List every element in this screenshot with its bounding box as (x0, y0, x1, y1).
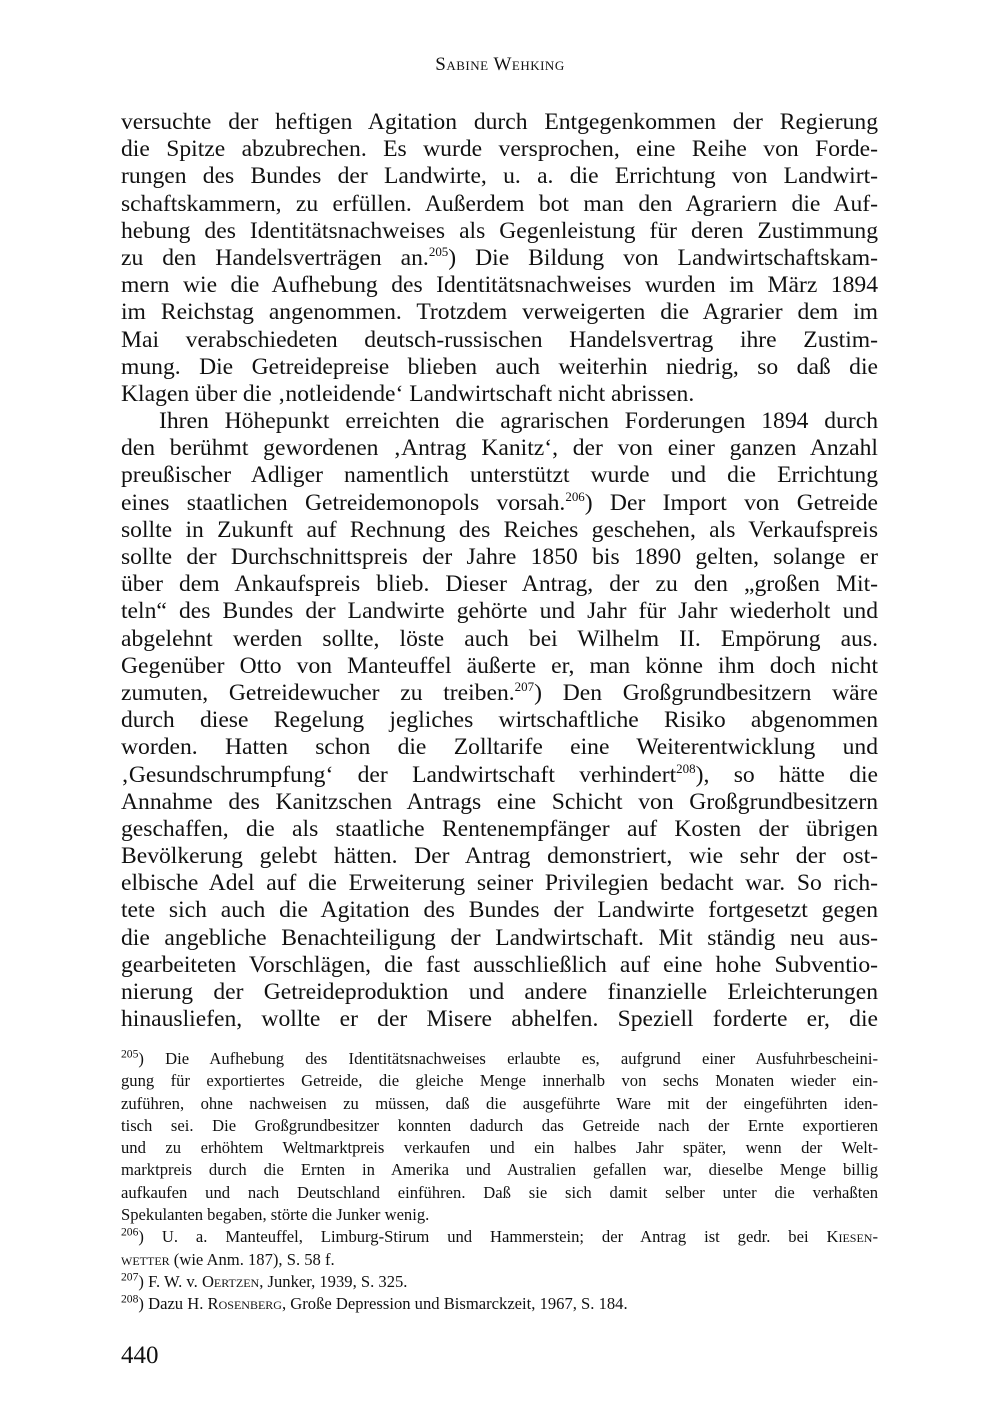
text-line: Klagen über die ‚notleidende‘ Landwirtschaft nicht abrissen. (121, 380, 695, 407)
text-line: durch diese Regelung jegliches wirtschaftliche Risiko abgenommen (121, 707, 878, 734)
text-line: geschaffen, die als staatliche Rentenempfänger auf Kosten der übrigen (121, 815, 878, 842)
text-line: preußischer Adliger namentlich unterstützt wurde und die Errichtung (121, 462, 878, 489)
author-name: Oertzen (201, 1271, 260, 1291)
text-line: abgelehnt werden sollte, löste auch bei Wilhelm II. Empörung aus. (121, 625, 878, 652)
text-line: Bevölkerung gelebt hätten. Der Antrag demonstriert, wie sehr der ost- (121, 843, 878, 870)
text-line: elbische Adel auf die Erweiterung seiner Privilegien bedacht war. So rich- (121, 870, 878, 897)
text-line: tete sich auch die Agitation des Bundes der Landwirte fortgesetzt gegen (121, 897, 878, 924)
footnote-number: 206 (121, 1225, 139, 1239)
text-line: den berühmt gewordenen ‚Antrag Kanitz‘, der von einer ganzen Anzahl (121, 435, 878, 462)
text-line: zumuten, Getreidewucher zu treiben.$^{207}$) Den Großgrundbesitzern wäre (121, 679, 878, 706)
text-line: die angebliche Benachteiligung der Landwirtschaft. Mit ständig neu aus- (121, 924, 878, 951)
footnote-ref: 207 (514, 679, 535, 695)
footnote-number: 205 (121, 1047, 139, 1061)
footnotes (121, 1048, 878, 1316)
text-line: nierung der Getreideproduktion und andere finanzielle Erleichterungen (121, 979, 878, 1005)
footnote-line: zuführen, ohne nachweisen zu müssen, daß die ausgeführte Ware mit der eingeführten iden- (121, 1093, 878, 1113)
footnote-line: gung für exportiertes Getreide, die gleiche Menge innerhalb von sechs Monaten wieder ein- (121, 1071, 878, 1091)
footnote-line: tisch sei. Die Großgrundbesitzer konnten dadurch das Getreide nach der Ernte exportieren (121, 1115, 878, 1135)
footnote-line: marktpreis durch die Ernten in Amerika und Australien gefallen war, dieselbe Menge billig (121, 1160, 878, 1180)
text-line: Ihren Höhepunkt erreichten die agrarischen Forderungen 1894 durch (159, 408, 878, 435)
footnote-line: $^{206}$) U. a. Manteuffel, Limburg-Stirum und Hammerstein; der Antrag ist gedr. bei Kiesen- (121, 1225, 878, 1247)
footnote-line: und zu erhöhtem Weltmarktpreis verkaufen und ein halbes Jahr später, wenn der Welt- (121, 1138, 878, 1158)
text-line: rungen des Bundes der Landwirte, u. a. die Errichtung von Landwirt- (121, 163, 878, 190)
page-number: 440 (121, 1342, 159, 1369)
footnote-line: $^{207}$) F. W. v. Oertzen, Junker, 1939, S. 325. (121, 1270, 408, 1291)
text-line: gearbeiteten Vorschlägen, die fast ausschließlich auf eine hohe Subventio- (121, 951, 878, 978)
text-line: mern wie die Aufhebung des Identitätsnachweises wurden im März 1894 (121, 272, 878, 299)
text-line: sollte in Zukunft auf Rechnung des Reiches geschehen, als Verkaufspreis (121, 516, 878, 543)
footnote-number: 207 (121, 1270, 139, 1284)
footnote-number: 208 (121, 1292, 139, 1306)
text-line: eines staatlichen Getreidemonopols vorsah.$^{206}$) Der Import von Getreide (121, 488, 878, 516)
footnote-line: aufkaufen und nach Deutschland einführen. Daß sie sich damit selber unter die verhaßten (121, 1182, 878, 1202)
text-line: mung. Die Getreidepreise blieben auch weiterhin niedrig, so daß die (121, 353, 878, 380)
main-text (121, 109, 878, 1033)
footnote-ref: 205 (428, 244, 449, 260)
footnote-ref: 206 (565, 488, 585, 504)
footnote-line: Spekulanten begaben, störte die Junker wenig. (121, 1205, 430, 1225)
footnote-line: $^{208}$) Dazu H. Rosenberg, Große Depression und Bismarckzeit, 1967, S. 184. (121, 1292, 628, 1314)
text-line: schaftskammern, zu erfüllen. Außerdem bot man den Agrariern die Auf- (121, 190, 878, 217)
text-line: hinausliefen, wollte er der Misere abhelfen. Speziell forderte er, die (121, 1006, 878, 1033)
footnote-ref: 208 (676, 760, 696, 776)
text-line: im Reichstag angenommen. Trotzdem verweigerten die Agrarier dem im (121, 299, 878, 326)
text-line: versuchte der heftigen Agitation durch Entgegenkommen der Regierung (121, 109, 878, 135)
author-name: wetter (121, 1249, 170, 1269)
text-line: sollte der Durchschnittspreis der Jahre 1850 bis 1890 gelten, solange er (121, 544, 878, 570)
author-name: Rosenberg (207, 1294, 282, 1314)
text-line: hebung des Identitätsnachweises als Gegenleistung für deren Zustimmung (121, 217, 878, 244)
running-head: Sabine Wehking (435, 54, 565, 75)
footnote-line: $^{205}$) Die Aufhebung des Identitätsnachweises erlaubte es, aufgrund einer Ausfuhrbescheini- (121, 1047, 878, 1068)
footnote-line: wetter (wie Anm. 187), S. 58 f. (121, 1249, 335, 1269)
text-line: Gegenüber Otto von Manteuffel äußerte er, man könne ihm doch nicht (121, 652, 878, 679)
text-line: teln“ des Bundes der Landwirte gehörte und Jahr für Jahr wiederholt und (121, 598, 878, 625)
text-line: ‚Gesundschrumpfung‘ der Landwirtschaft verhindert$^{208}$), so hätte die (121, 760, 878, 788)
text-line: zu den Handelsverträgen an.$^{205}$) Die Bildung von Landwirtschaftskam- (121, 244, 879, 271)
text-line: über dem Ankaufspreis blieb. Dieser Antrag, der zu den „großen Mit- (121, 571, 878, 598)
text-line: worden. Hatten schon die Zolltarife eine Weiterentwicklung und (121, 734, 878, 761)
text-line: Annahme des Kanitzschen Antrags eine Schicht von Großgrundbesitzern (121, 788, 878, 815)
text-line: die Spitze abzubrechen. Es wurde versprochen, eine Reihe von Forde- (121, 136, 878, 163)
text-line: Mai verabschiedeten deutsch-russischen Handelsvertrag ihre Zustim- (121, 326, 878, 353)
author-name: Kiesen- (826, 1227, 878, 1247)
